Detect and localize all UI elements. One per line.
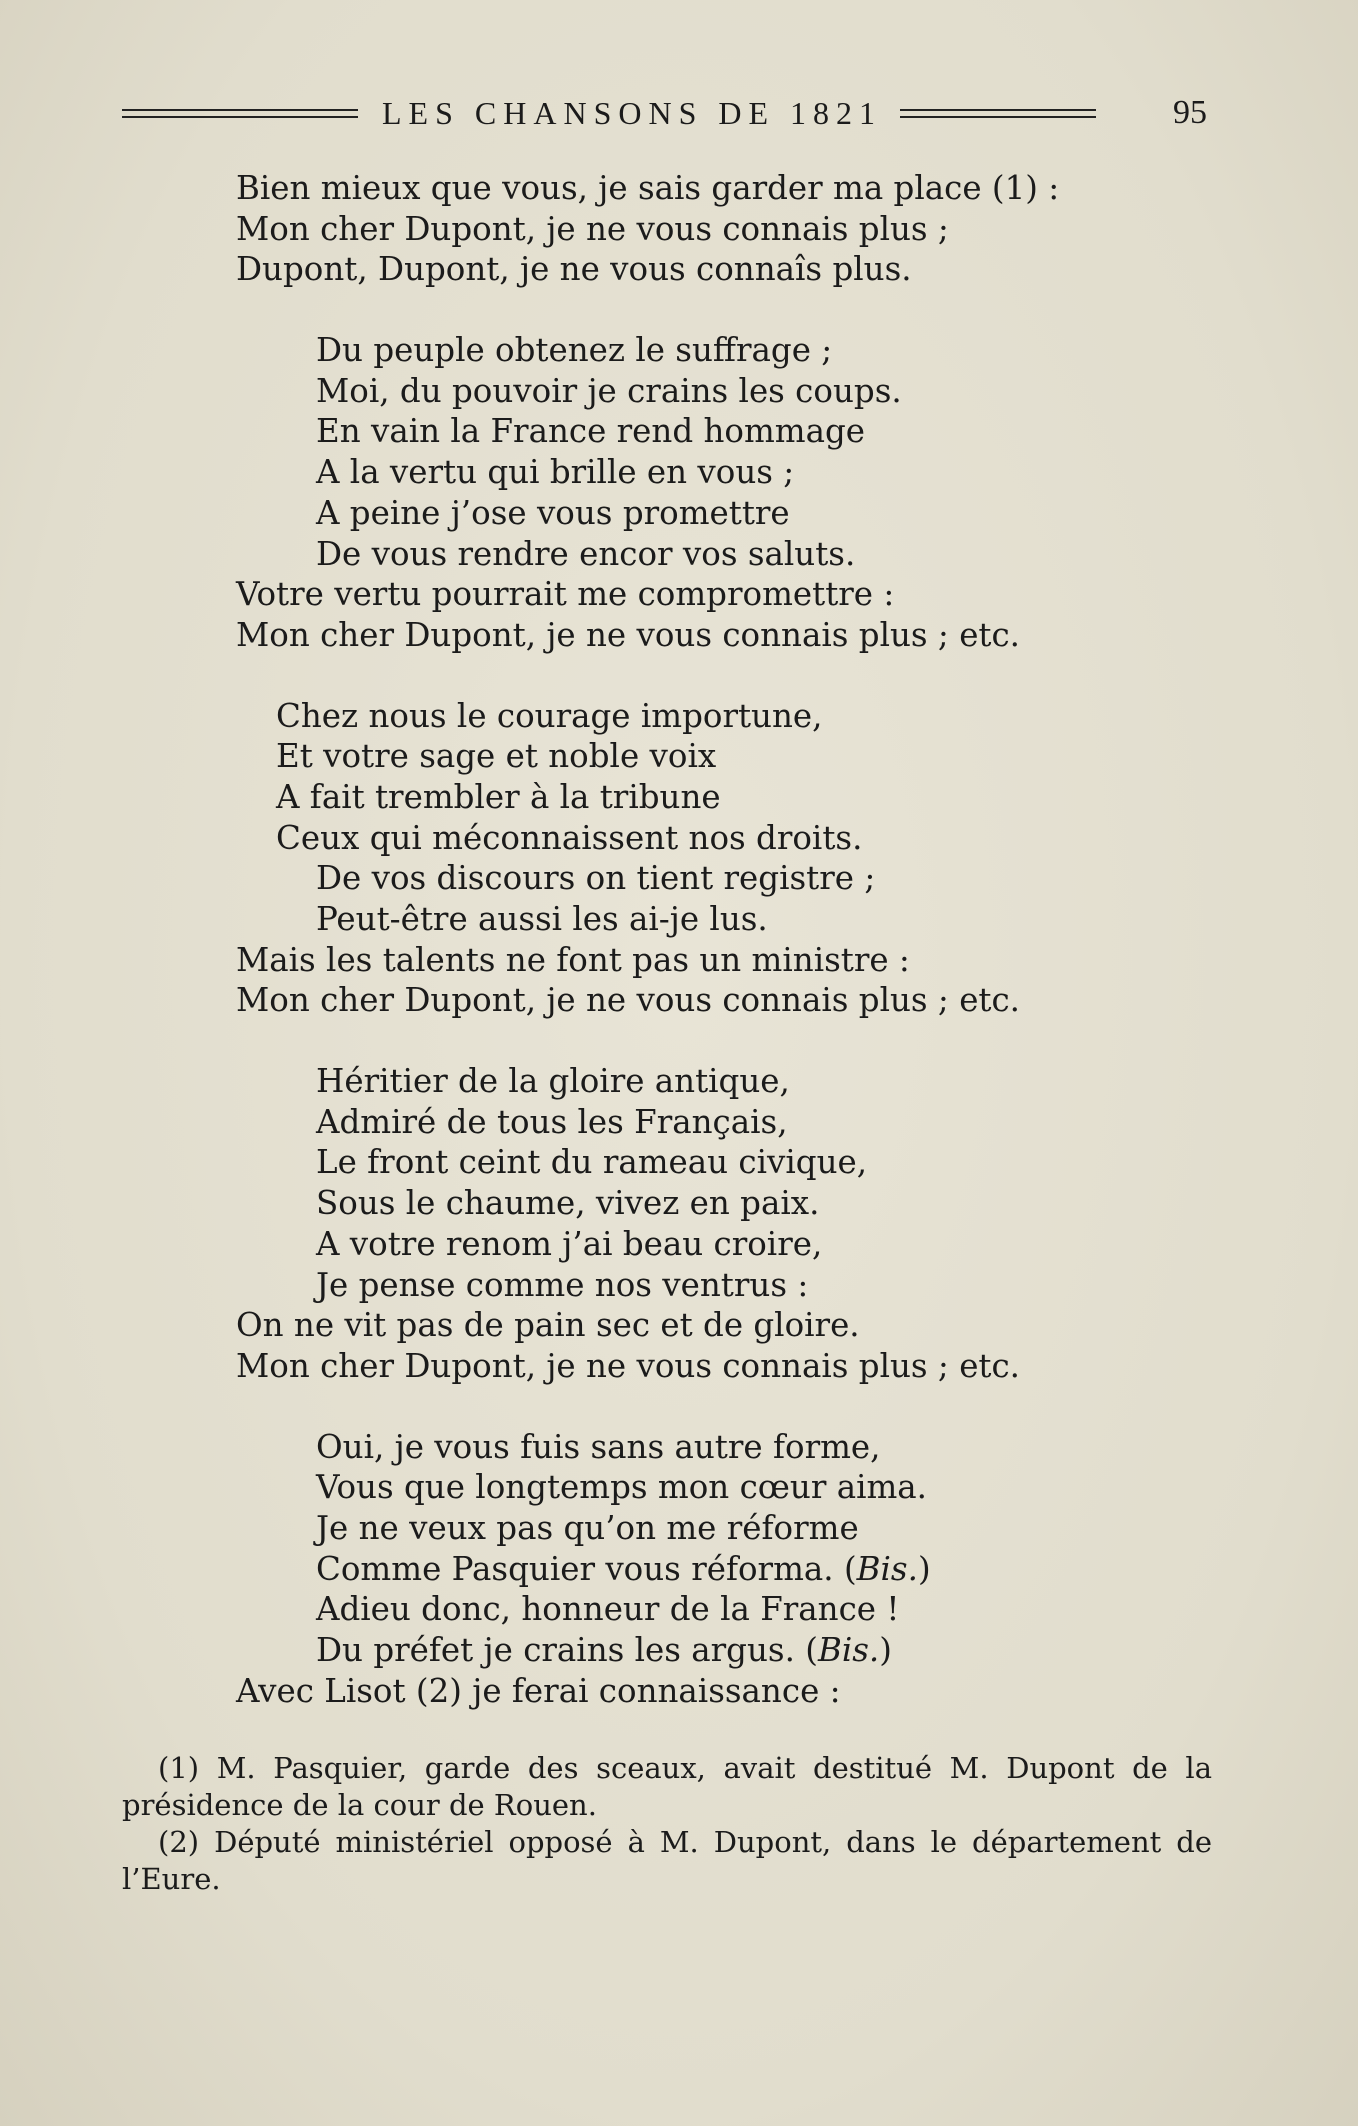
poem-line [236, 940, 1156, 981]
poem-line [236, 330, 1156, 371]
poem-line-text: Avec Lisot (2) je ferai connaissance : [236, 1671, 841, 1710]
poem-line [236, 1427, 1156, 1468]
poem-line [236, 249, 1156, 290]
poem-line-text: Bien mieux que vous, je sais garder ma place (1) : [236, 169, 1060, 207]
closing-paren: ) [917, 1549, 931, 1588]
poem-line-text: Mon cher Dupont, je ne vous connais plus ; etc. [236, 1346, 1021, 1385]
poem-line [236, 980, 1156, 1021]
footnote-text: Député ministériel opposé à M. Dupont, dans le département de l’Eure. [122, 1825, 1212, 1896]
poem-line-text: Dupont, Dupont, je ne vous connaîs plus. [236, 250, 912, 289]
poem-line-text: A votre renom j’ai beau croire, [316, 1224, 823, 1263]
poem-line [236, 1630, 1156, 1671]
poem-line [236, 777, 1156, 818]
poem-line [236, 1183, 1156, 1224]
poem-line [236, 1508, 1156, 1549]
header-rule-left [122, 109, 358, 118]
page-number: 95 [1173, 94, 1207, 131]
poem-line [236, 534, 1156, 575]
poem-line [236, 1142, 1156, 1183]
closing-paren: ) [879, 1631, 892, 1669]
poem-line [236, 615, 1156, 656]
poem-line-text: Je pense comme nos ventrus : [316, 1265, 809, 1304]
poem-line-text: En vain la France rend hommage [316, 412, 866, 451]
poem-line [236, 371, 1156, 412]
poem-line-text: Mon cher Dupont, je ne vous connais plus ; etc. [236, 615, 1021, 654]
stanza [236, 1427, 1156, 1712]
poem-line [236, 1102, 1156, 1143]
bis-marker: Bis. [817, 1631, 880, 1669]
poem-line-text: Le front ceint du rameau civique, [316, 1143, 868, 1182]
poem-line-text: De vos discours on tient registre ; [316, 859, 876, 898]
poem-line [236, 1224, 1156, 1265]
poem-line [236, 209, 1156, 250]
poem-line [236, 574, 1156, 615]
poem-line-text: Du peuple obtenez le suffrage ; [316, 331, 833, 370]
poem-line-text: De vous rendre encor vos saluts. [316, 534, 856, 573]
poem-line [236, 1305, 1156, 1346]
footnote [122, 1824, 1212, 1898]
running-header [122, 90, 1207, 136]
poem-line-text: A peine j’ose vous promettre [316, 493, 790, 532]
poem-line [236, 1265, 1156, 1306]
poem-line [236, 493, 1156, 534]
poem-line-text: Mais les talents ne font pas un ministre : [236, 940, 910, 979]
poem-line-text: Héritier de la gloire antique, [316, 1062, 790, 1101]
bis-marker: Bis. [856, 1549, 918, 1588]
stanza [236, 330, 1156, 656]
poem-line-text: Peut-être aussi les ai-je lus. [316, 900, 768, 938]
poem-line-text: Mon cher Dupont, je ne vous connais plus ; etc. [236, 981, 1021, 1020]
running-title: LES CHANSONS DE 1821 [382, 94, 883, 131]
poem-line-text: On ne vit pas de pain sec et de gloire. [236, 1306, 860, 1345]
stanza [236, 1061, 1156, 1387]
footnote-text: M. Pasquier, garde des sceaux, avait destitué M. Dupont de la présidence de la cour de Rouen. [122, 1751, 1212, 1822]
poem-line-text: A la vertu qui brille en vous ; [316, 453, 795, 492]
poem-line-text: Vous que longtemps mon cœur aima. [316, 1468, 927, 1507]
poem-line-text: A fait trembler à la tribune [276, 777, 721, 816]
poem-line [236, 1061, 1156, 1102]
poem-line-text: Ceux qui méconnaissent nos droits. [276, 818, 863, 857]
poem-line-text: Et votre sage et noble voix [276, 737, 717, 776]
poem-line-text: Du préfet je crains les argus. ( [316, 1631, 818, 1669]
poem-line-text: Comme Pasquier vous réforma. ( [316, 1549, 857, 1588]
poem-line-text: Oui, je vous fuis sans autre forme, [316, 1427, 881, 1466]
poem-line [236, 452, 1156, 493]
poem-line [236, 818, 1156, 859]
poem-line [236, 736, 1156, 777]
footnote [122, 1750, 1212, 1824]
poem-line [236, 1549, 1156, 1590]
poem-line-text: Moi, du pouvoir je crains les coups. [316, 371, 902, 410]
poem-line [236, 858, 1156, 899]
poem-line [236, 1467, 1156, 1508]
poem-line [236, 1589, 1156, 1630]
header-rule-right [900, 109, 1096, 118]
poem-line-text: Mon cher Dupont, je ne vous connais plus ; [236, 209, 949, 248]
footnote-number: (1) [158, 1751, 200, 1785]
stanza [236, 696, 1156, 1022]
poem-line [236, 1346, 1156, 1387]
poem-line [236, 411, 1156, 452]
poem-line-text: Votre vertu pourrait me compromettre : [236, 575, 895, 614]
poem-line [236, 899, 1156, 940]
footnotes [122, 1750, 1212, 1898]
poem-line-text: Sous le chaume, vivez en paix. [316, 1184, 820, 1223]
poem-line-text: Adieu donc, honneur de la France ! [316, 1590, 900, 1629]
poem-line [236, 1671, 1156, 1712]
poem-text [236, 168, 1156, 1711]
poem-line-text: Admiré de tous les Français, [316, 1102, 788, 1141]
poem-line [236, 696, 1156, 737]
poem-line [236, 168, 1156, 209]
stanza [236, 168, 1156, 290]
poem-line-text: Je ne veux pas qu’on me réforme [316, 1508, 859, 1547]
footnote-number: (2) [158, 1825, 200, 1859]
poem-line-text: Chez nous le courage importune, [276, 696, 823, 735]
